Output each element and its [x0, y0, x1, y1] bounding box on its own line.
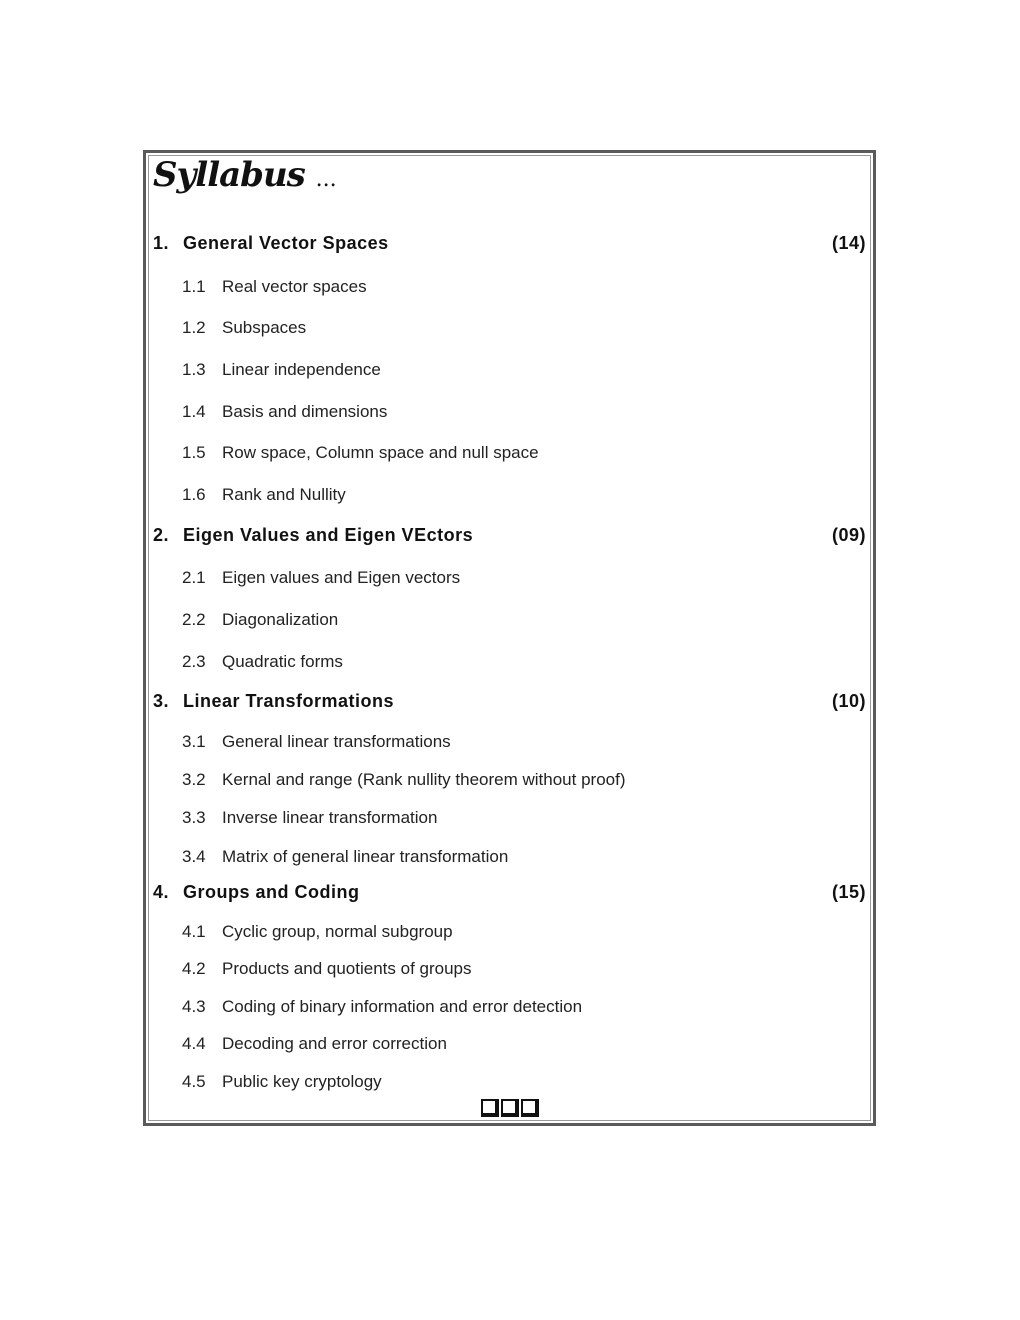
list-item: [182, 922, 866, 944]
item-number: 1.2: [182, 318, 206, 337]
item-number: 2.3: [182, 652, 206, 671]
square-icon: [501, 1099, 519, 1117]
list-item: [182, 732, 866, 754]
item-number: 4.3: [182, 997, 206, 1016]
item-number: 2.1: [182, 568, 206, 587]
item-number: 3.3: [182, 808, 206, 827]
list-item: [182, 402, 866, 424]
list-item: [182, 568, 866, 590]
item-text: Diagonalization: [222, 610, 339, 629]
section-title: Groups and Coding: [183, 882, 360, 902]
item-text: Linear independence: [222, 360, 381, 379]
item-text: Subspaces: [222, 318, 307, 337]
item-text: Kernal and range (Rank nullity theorem without proof): [222, 770, 626, 789]
item-number: 1.4: [182, 402, 206, 421]
list-item: [182, 652, 866, 674]
list-item: [182, 1072, 866, 1094]
list-item: [182, 277, 866, 299]
list-item: [182, 997, 866, 1019]
item-number: 4.1: [182, 922, 206, 941]
item-number: 1.5: [182, 443, 206, 462]
item-text: Cyclic group, normal subgroup: [222, 922, 453, 941]
item-text: Decoding and error correction: [222, 1034, 447, 1053]
item-text: General linear transformations: [222, 732, 451, 751]
section-title: Eigen Values and Eigen VEctors: [183, 525, 474, 545]
item-text: Real vector spaces: [222, 277, 367, 296]
section-hours: (10): [831, 691, 866, 711]
item-text: Quadratic forms: [222, 652, 343, 671]
section-title: Linear Transformations: [183, 691, 395, 711]
list-item: [182, 959, 866, 981]
title-text: Syllabus: [153, 155, 305, 195]
list-item: [182, 443, 866, 465]
item-text: Eigen values and Eigen vectors: [222, 568, 461, 587]
list-item: [182, 360, 866, 382]
end-marker: [146, 1099, 873, 1119]
section-heading-1: [153, 233, 866, 257]
section-heading-2: [153, 525, 866, 549]
syllabus-frame: [143, 150, 876, 1126]
item-text: Rank and Nullity: [222, 485, 346, 504]
section-number: 2.: [153, 525, 170, 545]
item-number: 3.1: [182, 732, 206, 751]
square-icon: [481, 1099, 499, 1117]
title-ellipsis: ...: [315, 167, 337, 192]
page-title: [153, 155, 337, 195]
list-item: [182, 485, 866, 507]
item-number: 4.4: [182, 1034, 206, 1053]
item-text: Products and quotients of groups: [222, 959, 472, 978]
item-text: Matrix of general linear transformation: [222, 847, 509, 866]
list-item: [182, 847, 866, 869]
item-text: Row space, Column space and null space: [222, 443, 539, 462]
section-number: 4.: [153, 882, 170, 902]
list-item: [182, 770, 866, 792]
section-title: General Vector Spaces: [183, 233, 389, 253]
item-number: 2.2: [182, 610, 206, 629]
square-icon: [521, 1099, 539, 1117]
list-item: [182, 318, 866, 340]
item-text: Public key cryptology: [222, 1072, 382, 1091]
item-text: Coding of binary information and error detection: [222, 997, 583, 1016]
item-number: 4.2: [182, 959, 206, 978]
item-number: 1.3: [182, 360, 206, 379]
section-hours: (14): [831, 233, 866, 253]
section-hours: (09): [831, 525, 866, 545]
item-number: 1.6: [182, 485, 206, 504]
item-number: 3.2: [182, 770, 206, 789]
item-text: Inverse linear transformation: [222, 808, 438, 827]
list-item: [182, 1034, 866, 1056]
section-number: 1.: [153, 233, 170, 253]
list-item: [182, 610, 866, 632]
item-text: Basis and dimensions: [222, 402, 388, 421]
section-heading-4: [153, 882, 866, 906]
item-number: 4.5: [182, 1072, 206, 1091]
section-hours: (15): [831, 882, 866, 902]
item-number: 3.4: [182, 847, 206, 866]
section-heading-3: [153, 691, 866, 715]
section-number: 3.: [153, 691, 170, 711]
list-item: [182, 808, 866, 830]
item-number: 1.1: [182, 277, 206, 296]
